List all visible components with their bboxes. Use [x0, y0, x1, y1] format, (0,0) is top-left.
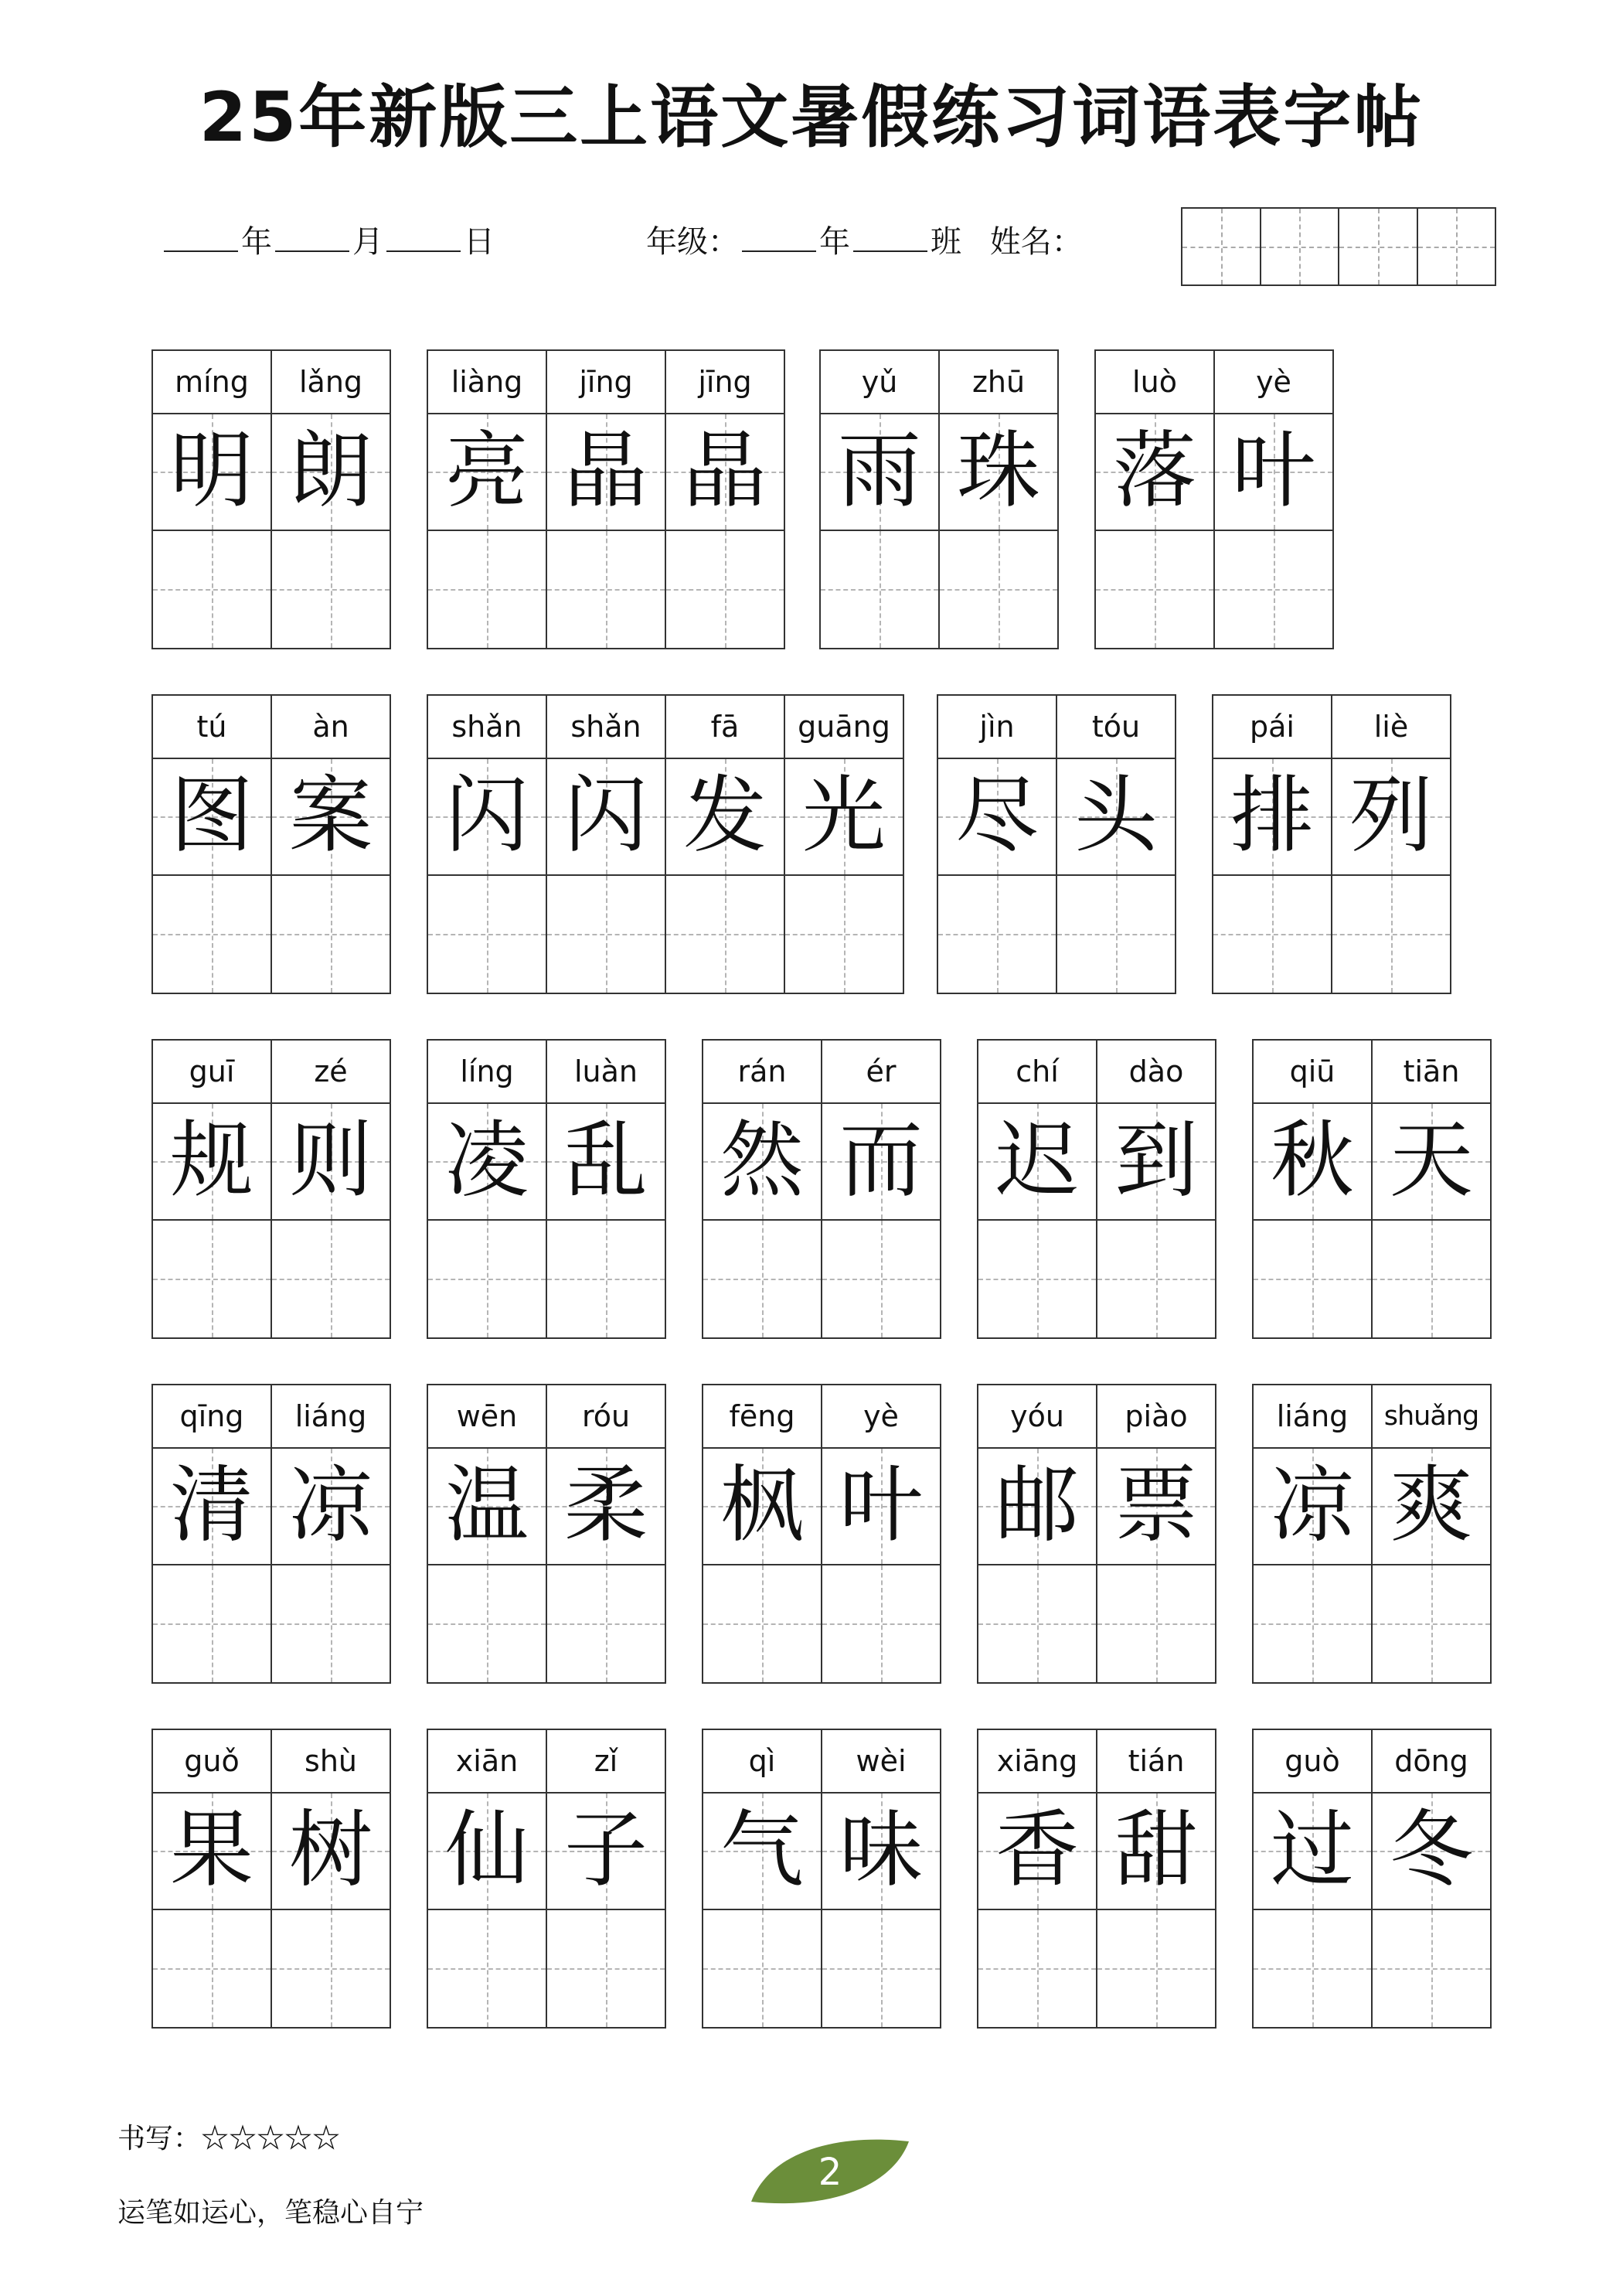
char-column — [272, 1041, 390, 1337]
model-character: 闪 — [563, 768, 648, 865]
model-char-cell — [272, 1449, 390, 1565]
pinyin-label: zǐ — [547, 1730, 665, 1794]
model-char-cell — [1213, 759, 1331, 876]
model-char-cell — [547, 1104, 665, 1221]
char-column — [978, 1730, 1097, 2027]
char-column — [153, 1730, 272, 2027]
practice-cell[interactable] — [1057, 876, 1175, 993]
model-character: 珠 — [956, 423, 1040, 520]
char-column — [1215, 351, 1332, 648]
practice-cell[interactable] — [822, 1221, 940, 1337]
class-label: 班 — [931, 224, 961, 260]
practice-cell[interactable] — [272, 531, 390, 648]
model-char-cell — [703, 1794, 821, 1910]
word-box — [977, 1039, 1216, 1339]
word-box — [702, 1729, 941, 2029]
pinyin-label: tiān — [1373, 1041, 1490, 1104]
practice-cell[interactable] — [938, 876, 1056, 993]
char-column — [153, 351, 272, 648]
pinyin-label: yè — [1215, 351, 1332, 414]
model-character: 到 — [1114, 1112, 1198, 1210]
model-char-cell — [703, 1104, 821, 1221]
model-char-cell — [1097, 1794, 1215, 1910]
model-character: 迟 — [995, 1112, 1079, 1210]
model-character: 温 — [444, 1457, 529, 1555]
name-label: 姓名： — [989, 224, 1083, 260]
char-column — [1254, 1730, 1373, 2027]
month-blank[interactable] — [275, 224, 349, 252]
practice-cell[interactable] — [1097, 1910, 1215, 2027]
model-character: 子 — [563, 1802, 648, 1899]
pinyin-label: liè — [1332, 696, 1450, 759]
model-char-cell — [1057, 759, 1175, 876]
practice-cell[interactable] — [272, 1910, 390, 2027]
char-column — [1057, 696, 1175, 993]
model-character: 晶 — [682, 423, 767, 520]
page-number: 2 — [818, 2151, 842, 2194]
model-character: 凉 — [1270, 1457, 1354, 1555]
model-char-cell — [940, 414, 1057, 531]
char-column — [272, 696, 390, 993]
year-label: 年 — [241, 224, 272, 260]
practice-cell[interactable] — [272, 876, 390, 993]
month-label: 月 — [352, 224, 383, 260]
practice-cell[interactable] — [703, 1565, 821, 1682]
pinyin-label: tú — [153, 696, 270, 759]
model-char-cell — [978, 1794, 1096, 1910]
practice-cell[interactable] — [940, 531, 1057, 648]
char-column — [666, 696, 785, 993]
practice-cell[interactable] — [428, 531, 546, 648]
model-character: 而 — [839, 1112, 923, 1210]
model-char-cell — [272, 759, 390, 876]
practice-cell[interactable] — [428, 1910, 546, 2027]
model-char-cell — [1215, 414, 1332, 531]
model-character: 案 — [288, 768, 373, 865]
model-character: 尽 — [954, 768, 1039, 865]
char-column — [153, 1385, 272, 1682]
model-char-cell — [822, 1794, 940, 1910]
char-column — [547, 696, 666, 993]
word-box — [1252, 1729, 1492, 2029]
char-column — [272, 1730, 390, 2027]
name-grid[interactable] — [1181, 207, 1496, 286]
model-character: 枫 — [720, 1457, 804, 1555]
practice-cell[interactable] — [1332, 876, 1450, 993]
model-char-cell — [1096, 414, 1213, 531]
model-char-cell — [428, 1104, 546, 1221]
model-char-cell — [428, 1449, 546, 1565]
model-character: 香 — [995, 1802, 1079, 1899]
pinyin-label: míng — [153, 351, 270, 414]
pinyin-label: wēn — [428, 1385, 546, 1449]
model-char-cell — [703, 1449, 821, 1565]
char-column — [703, 1041, 822, 1337]
char-column — [1254, 1041, 1373, 1337]
char-column — [428, 1385, 547, 1682]
pinyin-label: liáng — [272, 1385, 390, 1449]
practice-cell[interactable] — [1097, 1221, 1215, 1337]
model-character: 亮 — [444, 423, 529, 520]
model-character: 过 — [1270, 1802, 1354, 1899]
char-column — [1097, 1730, 1215, 2027]
practice-cell[interactable] — [978, 1565, 1096, 1682]
rating-stars[interactable]: ☆☆☆☆☆ — [201, 2123, 341, 2155]
model-char-cell — [428, 1794, 546, 1910]
model-char-cell — [153, 1104, 270, 1221]
pinyin-label: zhū — [940, 351, 1057, 414]
pinyin-label: guī — [153, 1041, 270, 1104]
model-character: 秋 — [1270, 1112, 1354, 1210]
word-box — [977, 1729, 1216, 2029]
char-column — [428, 1041, 547, 1337]
word-box — [702, 1039, 941, 1339]
pinyin-label: yè — [822, 1385, 940, 1449]
day-label: 日 — [464, 224, 495, 260]
name-cell[interactable] — [1339, 209, 1418, 284]
char-column — [821, 351, 940, 648]
practice-cell[interactable] — [428, 1221, 546, 1337]
model-character: 邮 — [995, 1457, 1079, 1555]
model-char-cell — [1373, 1449, 1490, 1565]
char-column — [272, 351, 390, 648]
word-box — [427, 1384, 666, 1684]
pinyin-label: jīng — [547, 351, 665, 414]
practice-cell[interactable] — [1254, 1221, 1371, 1337]
practice-cell[interactable] — [821, 531, 938, 648]
model-character: 乱 — [563, 1112, 648, 1210]
model-character: 树 — [288, 1802, 373, 1899]
pinyin-label: tián — [1097, 1730, 1215, 1794]
model-char-cell — [272, 1794, 390, 1910]
practice-cell[interactable] — [547, 1910, 665, 2027]
pinyin-label: shuǎng — [1373, 1385, 1490, 1449]
grade-blank[interactable] — [742, 224, 816, 252]
char-column — [1097, 1041, 1215, 1337]
char-column — [1213, 696, 1332, 993]
char-column — [978, 1041, 1097, 1337]
model-character: 规 — [169, 1112, 253, 1210]
practice-cell[interactable] — [1215, 531, 1332, 648]
practice-cell[interactable] — [1373, 1565, 1490, 1682]
pinyin-label: luò — [1096, 351, 1213, 414]
model-char-cell — [153, 759, 270, 876]
pinyin-label: zé — [272, 1041, 390, 1104]
practice-cell[interactable] — [428, 876, 546, 993]
char-column — [547, 1041, 665, 1337]
pinyin-label: jìn — [938, 696, 1056, 759]
pinyin-label: tóu — [1057, 696, 1175, 759]
pinyin-label: dōng — [1373, 1730, 1490, 1794]
pinyin-label: xiāng — [978, 1730, 1096, 1794]
word-box — [1252, 1039, 1492, 1339]
pinyin-label: lǎng — [272, 351, 390, 414]
pinyin-label: luàn — [547, 1041, 665, 1104]
word-box — [819, 349, 1059, 649]
practice-cell[interactable] — [547, 1565, 665, 1682]
practice-cell[interactable] — [153, 1910, 270, 2027]
model-char-cell — [822, 1449, 940, 1565]
pinyin-label: àn — [272, 696, 390, 759]
model-character: 闪 — [444, 768, 529, 865]
pinyin-label: yǔ — [821, 351, 938, 414]
char-column — [272, 1385, 390, 1682]
pinyin-label: dào — [1097, 1041, 1215, 1104]
model-character: 叶 — [839, 1457, 923, 1555]
model-character: 发 — [682, 768, 767, 865]
model-character: 冬 — [1389, 1802, 1473, 1899]
model-char-cell — [1254, 1794, 1371, 1910]
model-char-cell — [272, 414, 390, 531]
model-character: 排 — [1230, 768, 1314, 865]
model-char-cell — [547, 1449, 665, 1565]
name-cell[interactable] — [1182, 209, 1261, 284]
char-column — [940, 351, 1057, 648]
model-char-cell — [666, 759, 784, 876]
practice-cell[interactable] — [666, 531, 784, 648]
model-char-cell — [821, 414, 938, 531]
char-column — [1096, 351, 1215, 648]
model-char-cell — [428, 759, 546, 876]
char-column — [1373, 1730, 1490, 2027]
pinyin-label: pái — [1213, 696, 1331, 759]
page-title: 25年新版三上语文暑假练习词语表字帖 — [199, 77, 1424, 157]
char-column — [1373, 1385, 1490, 1682]
model-char-cell — [428, 414, 546, 531]
model-character: 然 — [720, 1112, 804, 1210]
word-box — [1252, 1384, 1492, 1684]
word-box — [977, 1384, 1216, 1684]
model-character: 朗 — [288, 423, 373, 520]
practice-cell[interactable] — [978, 1910, 1096, 2027]
practice-cell[interactable] — [547, 876, 665, 993]
model-character: 光 — [801, 768, 886, 865]
practice-cell[interactable] — [153, 1221, 270, 1337]
char-column — [547, 351, 666, 648]
model-character: 果 — [169, 1802, 253, 1899]
char-column — [428, 1730, 547, 2027]
word-box — [151, 1039, 391, 1339]
model-character: 叶 — [1231, 423, 1315, 520]
rating-label: 书写： — [117, 2123, 202, 2155]
char-column — [547, 1385, 665, 1682]
model-character: 明 — [169, 423, 253, 520]
practice-cell[interactable] — [428, 1565, 546, 1682]
model-character: 凌 — [444, 1112, 529, 1210]
rating — [117, 2117, 340, 2156]
model-character: 天 — [1389, 1112, 1473, 1210]
model-character: 票 — [1114, 1457, 1198, 1555]
model-char-cell — [153, 1794, 270, 1910]
pinyin-label: liàng — [428, 351, 546, 414]
char-column — [703, 1730, 822, 2027]
model-char-cell — [1254, 1449, 1371, 1565]
char-column — [1373, 1041, 1490, 1337]
char-column — [666, 351, 784, 648]
pinyin-label: chí — [978, 1041, 1096, 1104]
pinyin-label: liáng — [1254, 1385, 1371, 1449]
practice-cell[interactable] — [666, 876, 784, 993]
model-character: 甜 — [1114, 1802, 1198, 1899]
pinyin-label: xiān — [428, 1730, 546, 1794]
model-character: 爽 — [1389, 1457, 1473, 1555]
model-char-cell — [1373, 1104, 1490, 1221]
pinyin-label: shǎn — [428, 696, 546, 759]
char-column — [153, 1041, 272, 1337]
word-box — [937, 694, 1176, 994]
model-char-cell — [822, 1104, 940, 1221]
practice-cell[interactable] — [1213, 876, 1331, 993]
practice-cell[interactable] — [153, 1565, 270, 1682]
practice-cell[interactable] — [703, 1221, 821, 1337]
pinyin-label: qì — [703, 1730, 821, 1794]
pinyin-label: yóu — [978, 1385, 1096, 1449]
model-character: 气 — [720, 1802, 804, 1899]
model-character: 则 — [288, 1112, 373, 1210]
pinyin-label: líng — [428, 1041, 546, 1104]
char-column — [1097, 1385, 1215, 1682]
pinyin-label: wèi — [822, 1730, 940, 1794]
word-box — [1094, 349, 1334, 649]
practice-cell[interactable] — [1254, 1910, 1371, 2027]
practice-cell[interactable] — [272, 1221, 390, 1337]
model-char-cell — [547, 1794, 665, 1910]
model-character: 柔 — [563, 1457, 648, 1555]
char-column — [785, 696, 903, 993]
word-box — [151, 349, 391, 649]
practice-cell[interactable] — [822, 1910, 940, 2027]
pinyin-label: shù — [272, 1730, 390, 1794]
char-column — [703, 1385, 822, 1682]
pinyin-label: fēng — [703, 1385, 821, 1449]
practice-cell[interactable] — [1254, 1565, 1371, 1682]
pinyin-label: guò — [1254, 1730, 1371, 1794]
word-box — [151, 1729, 391, 2029]
practice-cell[interactable] — [272, 1565, 390, 1682]
practice-cell[interactable] — [153, 531, 270, 648]
practice-cell[interactable] — [547, 531, 665, 648]
model-character: 凉 — [288, 1457, 373, 1555]
pinyin-label: guāng — [785, 696, 903, 759]
char-column — [547, 1730, 665, 2027]
word-box — [151, 694, 391, 994]
char-column — [1332, 696, 1450, 993]
practice-cell[interactable] — [1373, 1910, 1490, 2027]
char-column — [822, 1041, 940, 1337]
char-column — [153, 696, 272, 993]
grade-year-label: 年 — [819, 224, 850, 260]
name-cell[interactable] — [1261, 209, 1340, 284]
date-line — [161, 224, 495, 260]
char-column — [428, 696, 547, 993]
char-column — [822, 1730, 940, 2027]
practice-cell[interactable] — [978, 1221, 1096, 1337]
practice-cell[interactable] — [785, 876, 903, 993]
word-box — [702, 1384, 941, 1684]
pinyin-label: fā — [666, 696, 784, 759]
grade-line — [646, 224, 1083, 260]
model-char-cell — [938, 759, 1056, 876]
model-char-cell — [978, 1104, 1096, 1221]
word-box — [427, 349, 785, 649]
pinyin-label: rán — [703, 1041, 821, 1104]
model-char-cell — [1373, 1794, 1490, 1910]
practice-cell[interactable] — [1373, 1221, 1490, 1337]
name-cell[interactable] — [1418, 209, 1495, 284]
model-character: 清 — [169, 1457, 253, 1555]
model-character: 晶 — [563, 423, 648, 520]
practice-cell[interactable] — [822, 1565, 940, 1682]
model-character: 味 — [839, 1802, 923, 1899]
char-column — [978, 1385, 1097, 1682]
word-box — [1212, 694, 1451, 994]
model-character: 仙 — [444, 1802, 529, 1899]
char-column — [1254, 1385, 1373, 1682]
word-box — [427, 694, 904, 994]
practice-cell[interactable] — [1096, 531, 1213, 648]
model-char-cell — [978, 1449, 1096, 1565]
model-char-cell — [547, 414, 665, 531]
model-char-cell — [1097, 1104, 1215, 1221]
pinyin-label: jīng — [666, 351, 784, 414]
year-blank[interactable] — [164, 224, 238, 252]
class-blank[interactable] — [853, 224, 927, 252]
char-column — [822, 1385, 940, 1682]
model-char-cell — [1097, 1449, 1215, 1565]
model-char-cell — [547, 759, 665, 876]
day-blank[interactable] — [386, 224, 461, 252]
model-character: 雨 — [837, 423, 921, 520]
pinyin-label: piào — [1097, 1385, 1215, 1449]
model-char-cell — [1254, 1104, 1371, 1221]
model-char-cell — [153, 414, 270, 531]
model-character: 头 — [1073, 768, 1158, 865]
model-char-cell — [272, 1104, 390, 1221]
model-char-cell — [153, 1449, 270, 1565]
model-char-cell — [785, 759, 903, 876]
pinyin-label: ér — [822, 1041, 940, 1104]
model-char-cell — [666, 414, 784, 531]
practice-cell[interactable] — [547, 1221, 665, 1337]
model-character: 落 — [1112, 423, 1196, 520]
char-column — [938, 696, 1057, 993]
practice-cell[interactable] — [153, 876, 270, 993]
pinyin-label: shǎn — [547, 696, 665, 759]
practice-cell[interactable] — [1097, 1565, 1215, 1682]
page-number-leaf-icon — [748, 2134, 912, 2208]
pinyin-label: guǒ — [153, 1730, 270, 1794]
model-character: 列 — [1349, 768, 1433, 865]
word-box — [151, 1384, 391, 1684]
word-box — [427, 1039, 666, 1339]
motto: 运笔如运心，笔稳心自宁 — [117, 2197, 424, 2229]
model-char-cell — [1332, 759, 1450, 876]
word-box — [427, 1729, 666, 2029]
pinyin-label: róu — [547, 1385, 665, 1449]
model-character: 图 — [169, 768, 253, 865]
pinyin-label: qiū — [1254, 1041, 1371, 1104]
grade-label: 年级： — [646, 224, 739, 260]
pinyin-label: qīng — [153, 1385, 270, 1449]
char-column — [428, 351, 547, 648]
practice-cell[interactable] — [703, 1910, 821, 2027]
